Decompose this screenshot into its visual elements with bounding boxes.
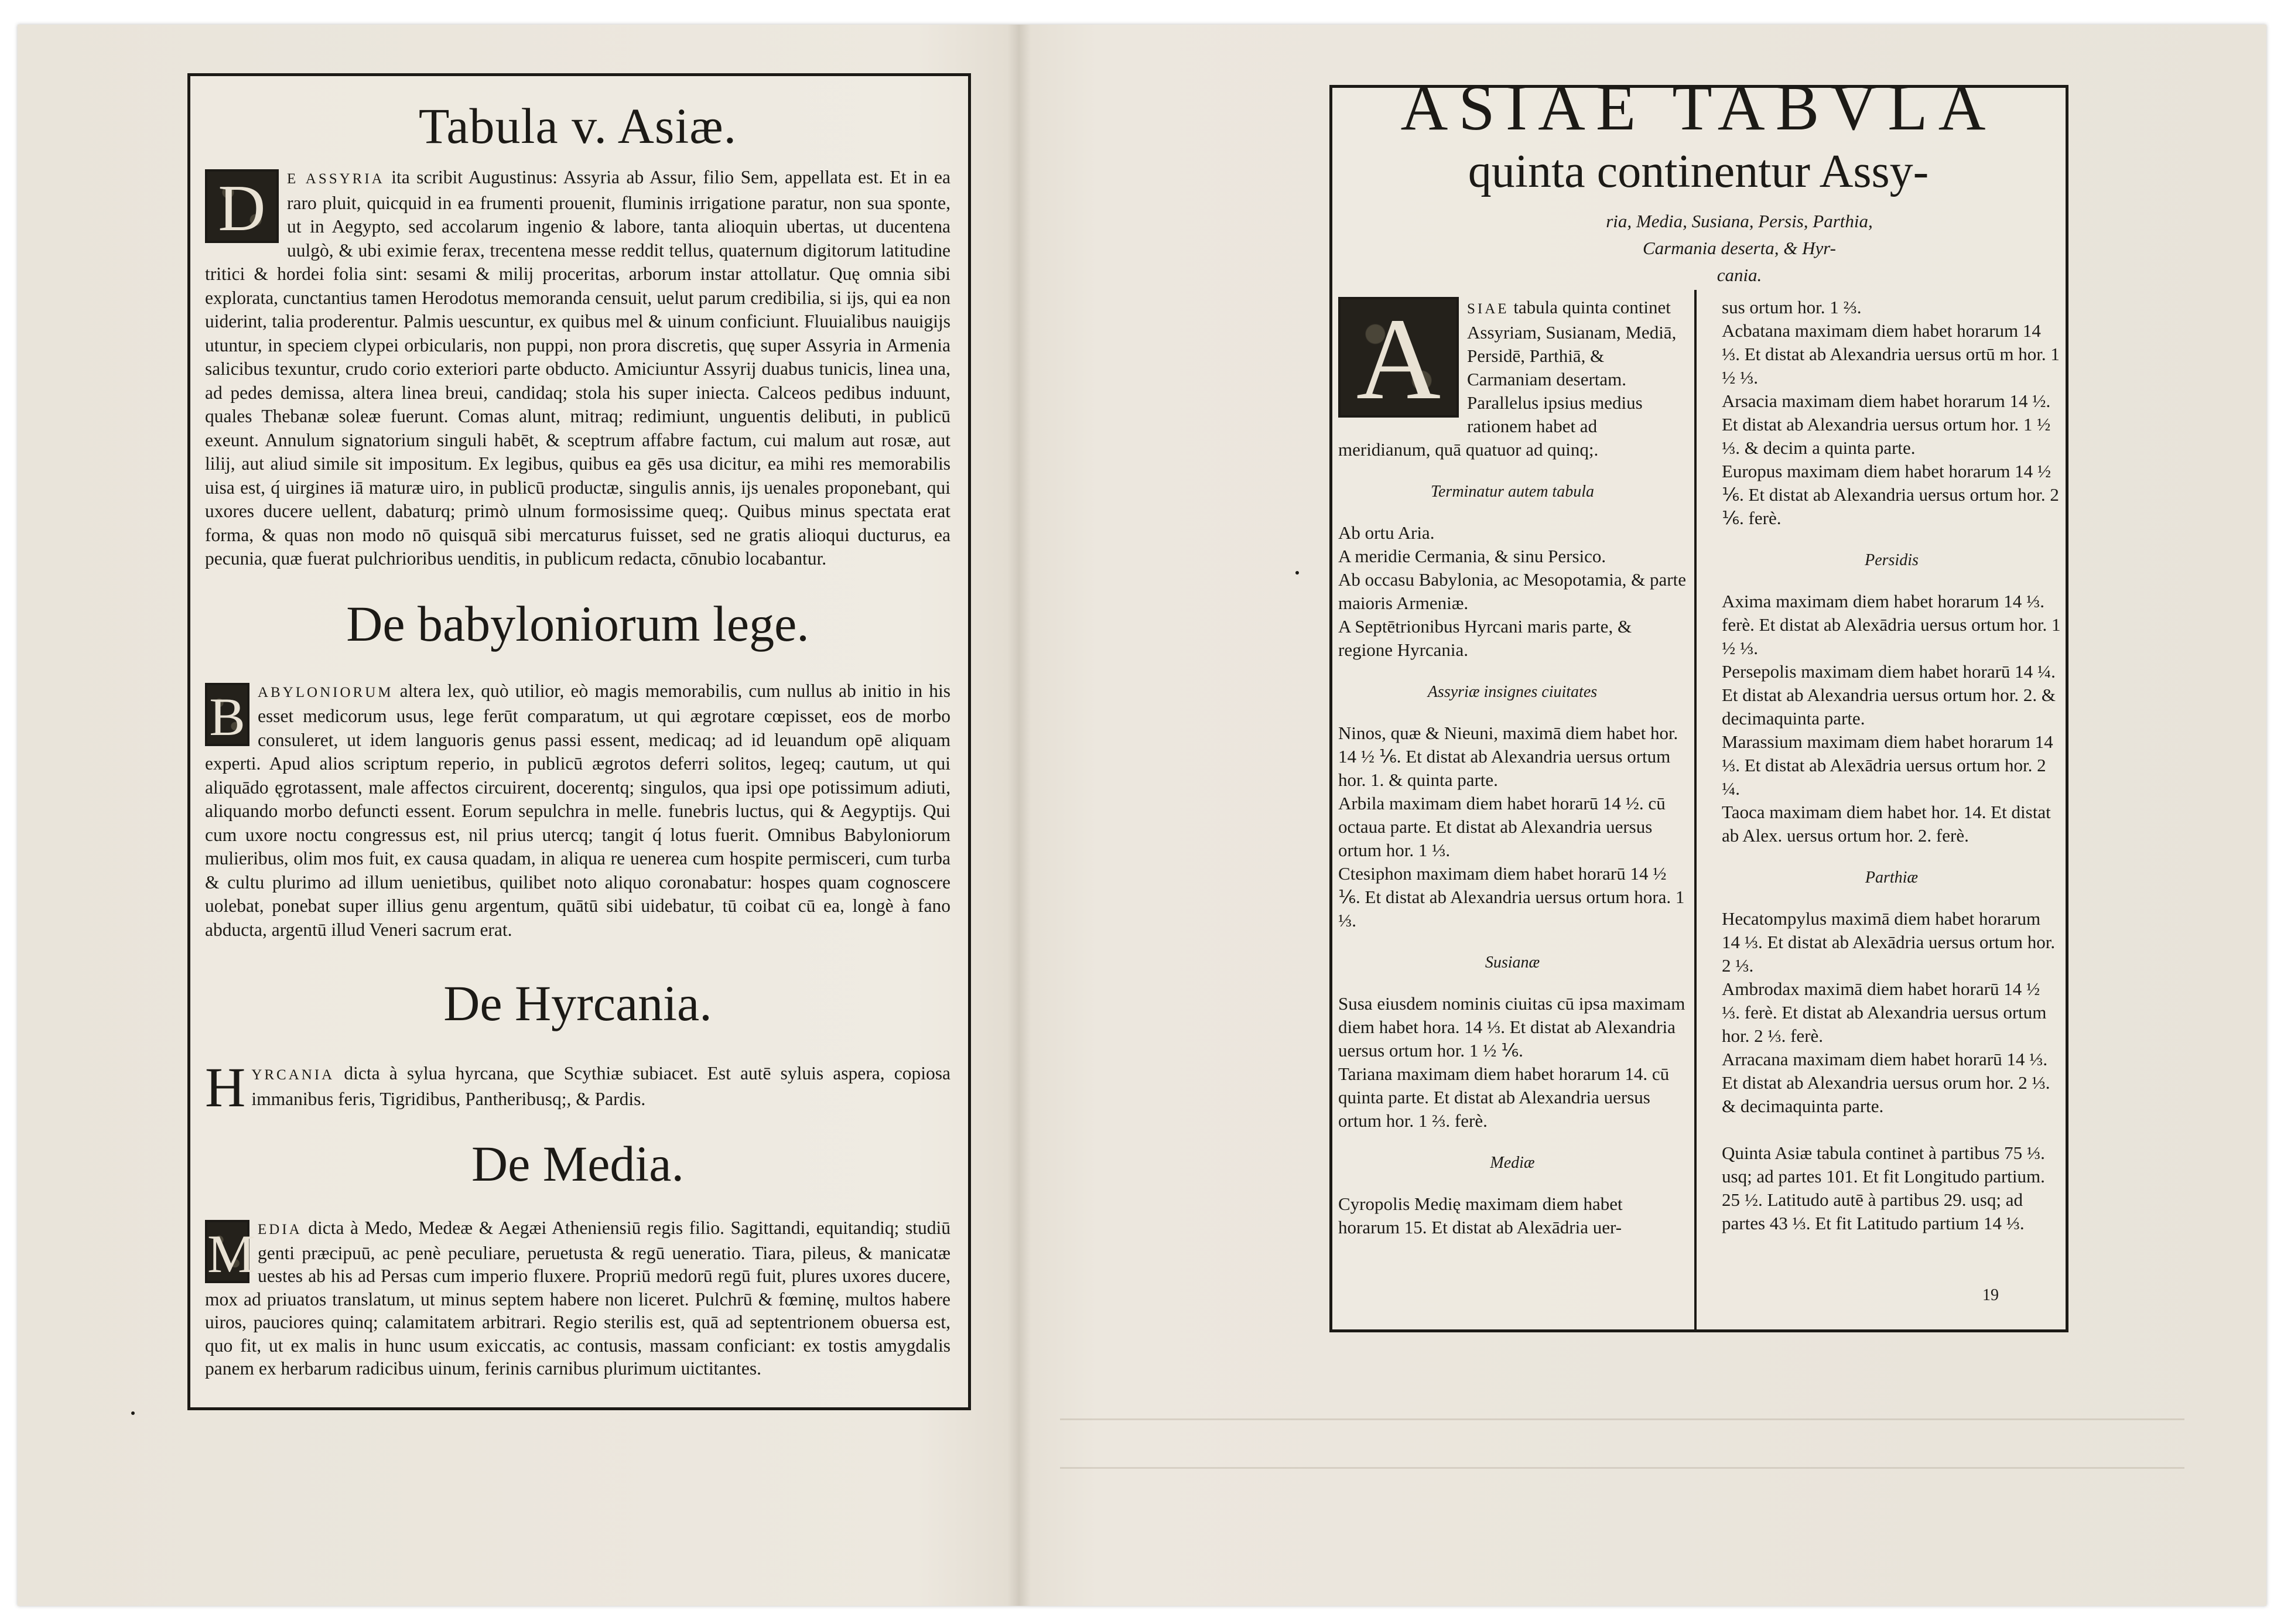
city-entry: sus ortum hor. 1 ⅔. xyxy=(1722,297,1862,317)
subtitle-line-4: cania. xyxy=(1717,265,1762,285)
city-entry: Arsacia maximam diem habet horarum 14 ½. Et distat ab Alexandria uersus ortum hor. 1 ½ ⅓. & decim a quinta parte. xyxy=(1722,391,2051,458)
left-page-frame xyxy=(187,73,971,1410)
hyrcania-heading: De Hyrcania. xyxy=(443,975,712,1031)
media-paragraph xyxy=(205,1216,950,1380)
center-fold xyxy=(1007,25,1031,1606)
term-item: A Septētrionibus Hyrcani maris parte, & regione Hyrcania. xyxy=(1338,616,1632,660)
ornamental-initial-m: M xyxy=(205,1220,249,1283)
initial-h: H xyxy=(205,1056,246,1119)
term-item: Ab occasu Babylonia, ac Mesopotamia, & parte maioris Armeniæ. xyxy=(1338,569,1686,613)
city-entry: Ambrodax maximā diem habet horarū 14 ½ ⅓. ferè. Et distat ab Alexandria uersus ortum hor. 2 ⅓. ferè. xyxy=(1722,979,2047,1046)
page-number: 19 xyxy=(1982,1286,1999,1304)
parthiae-heading: Parthiæ xyxy=(1865,869,1919,887)
ornamental-initial-d: D xyxy=(205,169,279,243)
subtitle-line-3: Carmania deserta, & Hyr- xyxy=(1642,238,1837,258)
ornamental-initial-b: B xyxy=(205,683,249,746)
closing-paragraph: Quinta Asiæ tabula continet à partibus 75 ⅓. usq; ad partes 101. Et fit Longitudo partium. 25 ½. Latitudo autē à partibus 29. usq; ad partes 43 ⅓. Et fit Latitudo partium 14 ⅓. xyxy=(1722,1143,2045,1233)
right-column-1 xyxy=(1338,296,1687,1239)
city-entry: Arbila maximam diem habet horarū 14 ½. cū octaua parte. Et distat ab Alexandria uersus ortum hor. 1 ⅓. xyxy=(1338,793,1666,860)
left-page-title: Tabula v. Asiæ. xyxy=(418,98,737,154)
media-lead: EDIA xyxy=(258,1222,302,1237)
susianae-heading: Susianæ xyxy=(1485,953,1540,972)
map-showthrough-border xyxy=(1060,1418,2184,1469)
babylon-text: altera lex, quò utilior, eò magis memorabilis, cum nullus ab initio in his esset medicorum usus, lege ferūt comparatum, ut qui ægrotare cœpisset, eos de morbo consuleret, ut idem languoris genus passi essent, medicaq; ad id leuandum opē aliquam experti. Apud alios scriptum reperio, in publicū ægrotos deferri solitos, legeq; cautum, ut qui aliquādo ęgrotassent, male affectos circuirent, docerentq; singulos, qua ipsi ope potissimum adiuti, aliquando morbo defuncti essent. Eorum sepulchra in melle. funebris luctus, qui & Aegyptijs. Qui cum uxore noctu congressus est, nil prius utercq; tangit q́ lotus fuerit. Omnibus Babyloniorum mulieribus, olim mos fuit, ex causa quadam, in aliqua re uenerea cum hospite permisceri, cum turba & cultu plurimo ad illum uenietibus, quilibet noto aliquo coronabatur: hospes quam cognoscere uolebat, ponebat super illius genu argentum, quātū sibi uidebatur, tū coibat cū ea, longè à fano abducta, argentū illud Veneri sacrum erat. xyxy=(205,680,950,940)
city-entry: Arracana maximam diem habet horarū 14 ⅓. Et distat ab Alexandria uersus orum hor. 2 ⅓. & decimaquinta parte. xyxy=(1722,1049,2050,1116)
city-entry: Axima maximam diem habet horarum 14 ⅓. ferè. Et distat ab Alexādria uersus ortum hor. 1 ½ ⅓. xyxy=(1722,591,2061,658)
media-heading: De Media. xyxy=(471,1136,684,1192)
city-entry: Cyropolis Medię maximam diem habet horarum 15. Et distat ab Alexādria uer- xyxy=(1338,1194,1623,1237)
babylon-paragraph xyxy=(205,679,950,942)
city-entry: Hecatompylus maximā diem habet horarum 14 ⅓. Et distat ab Alexādria uersus ortum hor. 2 ⅓. xyxy=(1722,908,2056,976)
city-entry: Ninos, quæ & Nieuni, maximā diem habet hor. 14 ½ ⅙. Et distat ab Alexandria uersus ortum hor. 1. & quinta parte. xyxy=(1338,723,1678,790)
babylon-heading: De babyloniorum lege. xyxy=(346,595,809,652)
babylon-lead: ABYLONIORUM xyxy=(258,684,394,700)
assyria-paragraph xyxy=(205,166,950,571)
printer-mark xyxy=(1295,571,1299,575)
column-divider xyxy=(1694,290,1697,1332)
city-entry: Taoca maximam diem habet hor. 14. Et distat ab Alex. uersus ortum hor. 2. ferè. xyxy=(1722,802,2051,846)
intro-paragraph xyxy=(1338,296,1687,461)
intro-text: tabula quinta continet Assyriam, Susianam, Mediā, Persidē, Parthiā, & Carmaniam desertam. Parallelus ipsius medius rationem habet ad meridianum, quā quatuor ad quinq;. xyxy=(1338,297,1677,460)
term-item: Ab ortu Aria. xyxy=(1338,522,1435,543)
assyria-lead: E ASSYRIA xyxy=(287,171,385,187)
media-text: dicta à Medo, Medeæ & Aegæi Atheniensiū regis filio. Sagittandi, equitandiq; studiū genti præcipuū, ac penè peculiare, peruetusta & regū ueneratio. Tiara, pileus, & manicatæ uestes ab his ad Persas cum imperio fluxere. Propriū medorū regū fuit, plures uxores ducere, mox ad priuatos translatum, ut minus septem habere non liceret. Pulchrū & fœminę, multos habere uiros, pauciores quinq; calamitatem arbitrari. Regio sterilis est, quā ad septentrionem obuersa est, quo fit, ut ex malis in hunc usum exiccatis, ac contusis, massam conficiant: ex tostis amygdalis panem ex herbarum radicibus uinum, ferinis carnibus plurimum uictitantes. xyxy=(205,1218,950,1379)
persidis-heading: Persidis xyxy=(1865,551,1919,569)
ornamental-initial-a: A xyxy=(1338,297,1459,418)
city-entry: Acbatana maximam diem habet horarum 14 ⅓. Et distat ab Alexandria uersus ortū m hor. 1 ½ ⅓. xyxy=(1722,320,2060,388)
city-entry: Persepolis maximam diem habet horarū 14 ¼. Et distat ab Alexandria uersus ortum hor. 2. & decimaquinta parte. xyxy=(1722,661,2056,729)
right-page-subtitle-lines xyxy=(1558,208,1921,289)
mediae-heading: Mediæ xyxy=(1490,1154,1535,1172)
term-item: A meridie Cermania, & sinu Persico. xyxy=(1338,546,1606,566)
term-heading: Terminatur autem tabula xyxy=(1431,483,1594,501)
intro-lead: SIAE xyxy=(1467,301,1509,317)
hyrcania-text: dicta à sylua hyrcana, que Scythiæ subiacet. Est autē syluis aspera, copiosa immanibus feris, Tigridibus, Pantheribusq;, & Pardis. xyxy=(251,1063,950,1109)
hyrcania-lead: YRCANIA xyxy=(251,1067,335,1083)
right-page-subtitle: quinta continentur Assy- xyxy=(1468,146,1929,197)
assyria-text: ita scribit Augustinus: Assyria ab Assur, filio Sem, appellata est. Et in ea raro pluit, quicquid in ea frumenti prouenit, fluminis irrigatione paratur, non sua sponte, ut in Aegypto, sed accolarum ingenio & labore, tanta alioquin ubertas, ut ducentena uulgò, & ubi eximie ferax, trecentena messe reddit tellus, quaternum digitorum latitudine tritici & hordei folia sint: sesami & milij proceritas, arborum instar attollatur. Quę omnia sibi explorata, cunctantius tamen Herodotus memoranda censuit, uelut parum credibilia, si ijs, qui ea non uiderint, talia proderentur. Palmis uescuntur, ex quibus mel & uinum conficiunt. Fluuialibus nauigijs utuntur, in speciem clypei orbicularis, non puppi, non prora discretis, quę super Assyria in Armenia salicibus texuntur, crudo corio exteriori parte obducto. Amiciuntur Assyrij duabus tunicis, linea una, ad pedes demissa, altera linea breui, candidaq; stola his super iniecta. Calceos pedibus induunt, quales Thebanæ soleæ fuerunt. Comas alunt, mitraq; redimiunt, unguentis delibuti, in publicū exeunt. Annulum signatorium singuli habēt, & sceptrum affabre factum, cui malum aut rosæ, aut lilij, aut aliud simile sit impositum. Ex legibus, quibus ea gēs usa dicitur, ea mihi res memorabilis uisa est, q́ uirgines iā maturæ uiro, in publicū productæ, singulis annis, ijs uenales proponebant, qui uxores ducere uellent, dabaturq; primò ulnum formosissime queq;. Quibus minus spectata erat forma, & quas non modo nō quisquā sibi mercaturus fuisset, sed ne gratis alioqui ducturus, ea pecunia, quæ fuerat pulchrioribus uenditis, in publicum redacta, cōnubio locabantur. xyxy=(205,167,950,569)
printer-mark xyxy=(131,1411,135,1415)
city-entry: Europus maximam diem habet horarum 14 ½ ⅙. Et distat ab Alexandria uersus ortum hor. 2 ⅙. ferè. xyxy=(1722,461,2059,528)
hyrcania-paragraph xyxy=(205,1056,950,1119)
subtitle-line-2: ria, Media, Susiana, Persis, Parthia, xyxy=(1606,211,1873,231)
right-page-title: ASIAE TABVLA xyxy=(1400,71,1996,144)
right-column-2 xyxy=(1722,296,2061,1235)
city-entry: Ctesiphon maximam diem habet horarū 14 ½ ⅙. Et distat ab Alexandria uersus ortum hora. 1 ⅓. xyxy=(1338,863,1685,931)
city-entry: Susa eiusdem nominis ciuitas cū ipsa maximam diem habet hora. 14 ⅓. Et distat ab Alexandria uersus ortum hor. 1 ½ ⅙. xyxy=(1338,993,1685,1061)
city-entry: Tariana maximam diem habet horarum 14. cū quinta parte. Et distat ab Alexandria uersus ortum hor. 1 ⅔. ferè. xyxy=(1338,1064,1670,1131)
city-entry: Marassium maximam diem habet horarum 14 ⅓. Et distat ab Alexādria uersus ortum hor. 2 ¼. xyxy=(1722,731,2053,799)
assyria-cities-heading: Assyriæ insignes ciuitates xyxy=(1427,683,1598,701)
